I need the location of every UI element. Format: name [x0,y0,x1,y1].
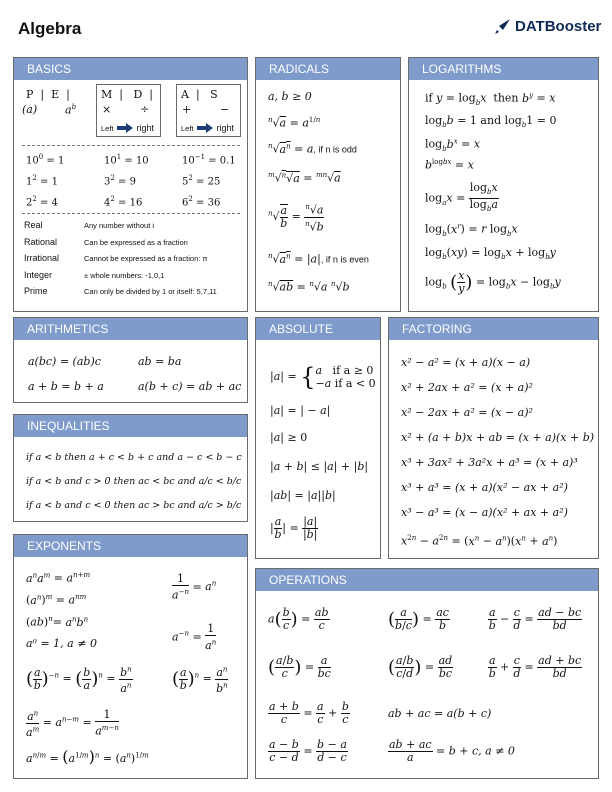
exponents-header: EXPONENTS [14,535,247,557]
operations-header: OPERATIONS [256,569,598,591]
radicals-panel: RADICALS a, b ≥ 0 $^n√a = a^{1/n}$ $^n√a^n = a$, if n is odd $^m$√$^n$√a = $^{mn}$√a $^n$√ $\frac{a}{b}$ = $\frac{^n√a}{^n√b}$ $^n√a^n = |a|$, if n is even $^n$√ab = $^n$√a $^n$√b [255,57,401,312]
power-item: $10^1 = 10$ [104,153,149,167]
term-definition: Can be expressed as a fraction [84,237,188,247]
logarithms-header: LOGARITHMS [409,58,598,80]
factoring-item: x³ + 3ax² + 3a²x + a³ = (x + a)³ [401,456,578,469]
exponents-panel: EXPONENTS $a^na^m = a^{n+m}$ $(a^n)^m = a^{nm}$ $(ab)^n= a^nb^n$ a⁰ = 1, a ≠ 0 $\frac{1}{a^{-n}}$ = $a^n$ $a^{-n}$ = $\frac{1}{a^n}$ ( $\frac{a}{b}$ )$^{-n}$ = ( $\frac{b}{a}$ )$^n$ = $\frac{b^n}{a^n}$ ( $\frac{a}{b}$ )$^n$ = $\frac{a^n}{b^n}$ $\frac{a^n}{a^m}$ = $a^{n-m}$ = $\frac{1}{a^{m-n}}$ $a^{n/m} = (a^{1/m})^n = (a^n)^{1/m}$ [13,534,248,779]
factoring-item: x² + 2ax + a² = (x + a)² [401,381,533,394]
power-item: $6^2 = 36$ [182,195,221,209]
inequalities-header: INEQUALITIES [14,415,247,437]
term-definition: ± whole numbers: -1,0,1 [84,270,165,280]
pemdas-p: P | E | [26,88,70,101]
term-name: Real [24,220,43,230]
arithmetics-panel: ARITHMETICS a(bc) = (ab)c ab = ba a + b = b + a a(b + c) = ab + ac [13,317,248,403]
power-item: $10^0 = 1$ [26,153,65,167]
right-arrow-icon [117,123,133,133]
term-definition: Can only be divided by 1 or itself: 5,7,11 [84,287,217,296]
factoring-panel: FACTORING x² − a² = (x + a)(x − a) x² + 2ax + a² = (x + a)² x² − 2ax + a² = (x − a)² x² + (a + b)x + ab = (x + a)(x + b) x³ + 3ax² + 3a²x + a³ = (x + a)³ x³ + a³ = (x + a)(x² − ax + a²) x³ − a³ = (x − a)(x² + ax + a²) $x^{2n} - a^{2n} = (x^n - a^n)(x^n + a^n)$ [388,317,599,559]
factoring-header: FACTORING [389,318,598,340]
basics-header: BASICS [14,58,247,80]
term-name: Irrational [24,253,60,263]
power-item: $3^2 = 9$ [104,174,136,188]
term-name: Rational [24,236,58,247]
page-title: Algebra [18,19,82,38]
factoring-item: x³ − a³ = (x − a)(x² + ax + a²) [401,506,568,519]
pemdas-a: (a) [22,103,38,116]
term-name: Prime [24,286,48,296]
term-definition: Cannot be expressed as a fraction: π [84,254,208,263]
absolute-values-panel: ABSOLUTE VALUES |a| = {a if a ≥ 0 −a if a < 0 |a| = | − a| |a| ≥ 0 |a + b| ≤ |a| + |b| |ab| = |a||b| | $\frac{a}{b}$ | = $\frac{|a|}{|b|}$ [255,317,381,559]
power-item: $5^2 = 25$ [182,174,221,188]
absolute-values-header: ABSOLUTE VALUES [256,318,380,340]
factoring-item: x² − 2ax + a² = (x − a)² [401,406,533,419]
md-box: M | D | × ÷ Left right [96,84,161,137]
as-box: A | S + − Left right [176,84,241,137]
booster-icon [494,17,512,35]
pemdas-ab: $a^b$ [65,103,77,117]
power-item: $2^2 = 4$ [26,195,58,209]
arithmetics-header: ARITHMETICS [14,318,247,340]
brand-logo [494,17,601,35]
radicals-header: RADICALS [256,58,400,80]
power-item: $1^2 = 1$ [26,174,58,188]
right-arrow-icon [197,123,213,133]
factoring-item: x² + (a + b)x + ab = (x + a)(x + b) [401,431,595,444]
term-definition: Any number without i [84,221,155,230]
logarithms-panel: LOGARITHMS if $y = \log_bx$ then $b^y = x$ $\log_bb = 1$ and $\log_b1 = 0$ $\log_bb^x = x$ $b^{logbx} = x$ $\log_ax$ = $\frac{\log_bx}{\log_ba}$ $\log_b(x^r) = r$ $\log_bx$ $\log_b(xy) = \log_bx + \log_by$ $\log_b$ ( $\frac{x}{y}$ ) = $\log_bx - \log_by$ [408,57,599,312]
inequalities-panel: INEQUALITIES if a < b then a + c < b + c and a − c < b − c if a < b and c > 0 then ac < bc and a/c < b/c if a < b and c < 0 then ac > bc and a/c > b/c [13,414,248,522]
operations-panel: OPERATIONS a( $\frac{b}{c}$ ) = $\frac{ab}{c}$ ( $\frac{a}{b/c}$ ) = $\frac{ac}{b}$ $\frac{a}{b}$ − $\frac{c}{d}$ = $\frac{ad - bc}{bd}$ ( $\frac{a/b}{c}$ ) = $\frac{a}{bc}$ ( $\frac{a/b}{c/d}$ ) = $\frac{ad}{bc}$ $\frac{a}{b}$ + $\frac{c}{d}$ = $\frac{ad + bc}{bd}$ $\frac{a + b}{c}$ = $\frac{a}{c}$ + $\frac{b}{c}$ ab + ac = a(b + c) $\frac{a - b}{c - d}$ = $\frac{b - a}{d - c}$ $\frac{ab + ac}{a}$ = b + c, a ≠ 0 [255,568,599,779]
brand-name: DATBooster [515,17,602,35]
basics-panel [13,57,248,312]
power-item: $10^{-1} = 0.1$ [182,153,236,167]
term-name: Integer [24,269,53,280]
factoring-item: x² − a² = (x + a)(x − a) [401,356,531,369]
power-item: $4^2 = 16$ [104,195,143,209]
factoring-item: x³ + a³ = (x + a)(x² − ax + a²) [401,481,568,494]
